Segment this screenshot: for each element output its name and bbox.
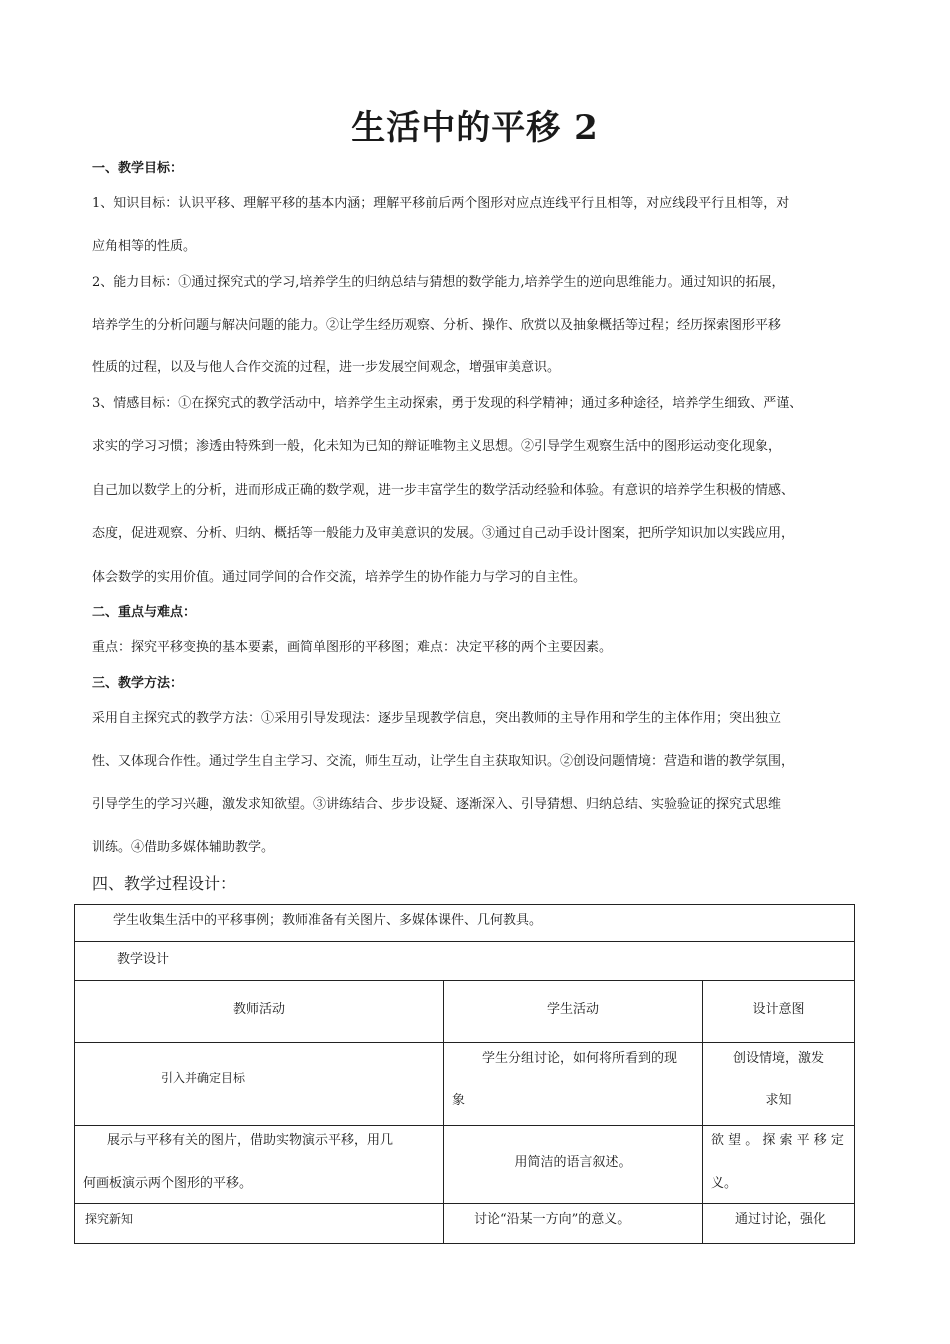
cell-line: 求知 (765, 1093, 792, 1108)
table-row (75, 942, 855, 981)
table-row (75, 1126, 855, 1204)
lesson-design-table (74, 904, 855, 1244)
cell-line: 展示与平移有关的图片，借助实物演示平移，用几 (107, 1133, 394, 1148)
r1-teacher-cell: 引入并确定目标 (75, 1043, 444, 1126)
paragraph-line: 3、情感目标：①在探究式的教学活动中，培养学生主动探索，勇于发现的科学精神；通过多种途径，培养学生细致、严谨、 (92, 396, 803, 411)
page-title: 生活中的平移 2 (351, 108, 599, 148)
cell-line: 象 (452, 1093, 466, 1108)
col-header-intent: 设计意图 (703, 981, 855, 1043)
paragraph-line: 引导学生的学习兴趣，激发求知欲望。③讲练结合、步步设疑、逐渐深入、引导猜想、归纳总结、实验验证的探究式思维 (92, 797, 782, 812)
r2-teacher-cell (75, 1126, 444, 1204)
heading-methods: 三、教学方法： (92, 676, 184, 691)
r3-intent-cell: 通过讨论，强化 (703, 1204, 855, 1244)
paragraph-line: 性质的过程，以及与他人合作交流的过程，进一步发展空间观念，增强审美意识。 (92, 360, 561, 375)
paragraph-line: 态度，促进观察、分析、归纳、概括等一般能力及审美意识的发展。③通过自己动手设计图案，把所学知识加以实践应用， (92, 526, 795, 541)
paragraph-line: 自己加以数学上的分析，进而形成正确的数学观，进一步丰富学生的数学活动经验和体验。有意识的培养学生积极的情感、 (92, 483, 795, 498)
r1-student-cell (444, 1043, 703, 1126)
paragraph-line: 求实的学习习惯；渗透由特殊到一般，化未知为已知的辩证唯物主义思想。②引导学生观察生活中的图形运动变化现象， (92, 439, 782, 454)
r1-intent-cell (703, 1043, 855, 1126)
r3-teacher-cell: 探究新知 (75, 1204, 444, 1244)
paragraph-line: 体会数学的实用价值。通过同学间的合作交流，培养学生的协作能力与学习的自主性。 (92, 570, 587, 585)
col-header-student: 学生活动 (444, 981, 703, 1043)
cell-line: 义。 (711, 1176, 738, 1191)
cell-line: 何画板演示两个图形的平移。 (83, 1176, 253, 1191)
heading-key-points: 二、重点与难点： (92, 605, 197, 620)
cell-line: 创设情境，激发 (733, 1051, 825, 1066)
paragraph-line: 性、又体现合作性。通过学生自主学习、交流，师生互动，让学生自主获取知识。②创设问题情境：营造和谐的教学氛围， (92, 754, 795, 769)
prep-cell: 学生收集生活中的平移事例；教师准备有关图片、多媒体课件、几何教具。 (75, 905, 855, 942)
paragraph-line: 1、知识目标：认识平移、理解平移的基本内涵；理解平移前后两个图形对应点连线平行且相等，对应线段平行且相等，对 (92, 196, 790, 211)
paragraph-line: 采用自主探究式的教学方法：①采用引导发现法：逐步呈现教学信息，突出教师的主导作用和学生的主体作用；突出独立 (92, 711, 782, 726)
heading-process: 四、教学过程设计： (92, 874, 237, 893)
cell-line: 学生分组讨论，如何将所看到的现 (482, 1051, 678, 1066)
table-row (75, 1204, 855, 1244)
r3-student-cell: 讨论“沿某一方向”的意义。 (444, 1204, 703, 1244)
table-header-row (75, 981, 855, 1043)
heading-goals: 一、教学目标： (92, 161, 184, 176)
r2-intent-cell (703, 1126, 855, 1204)
paragraph-line: 培养学生的分析问题与解决问题的能力。②让学生经历观察、分析、操作、欣赏以及抽象概括等过程；经历探索图形平移 (92, 318, 782, 333)
cell-line: 欲 望 。 探 索 平 移 定 (711, 1133, 844, 1148)
paragraph-line: 重点：探究平移变换的基本要素，画简单图形的平移图；难点：决定平移的两个主要因素。 (92, 640, 613, 655)
paragraph-line: 2、能力目标：①通过探究式的学习,培养学生的归纳总结与猜想的数学能力,培养学生的逆向思维能力。通过知识的拓展， (92, 275, 785, 290)
r2-student-cell: 用简洁的语言叙述。 (444, 1126, 703, 1204)
table-row (75, 905, 855, 942)
design-cell: 教学设计 (75, 942, 855, 981)
table-row (75, 1043, 855, 1126)
paragraph-line: 训练。④借助多媒体辅助教学。 (92, 840, 275, 855)
col-header-teacher: 教师活动 (75, 981, 444, 1043)
paragraph-line: 应角相等的性质。 (92, 239, 197, 254)
